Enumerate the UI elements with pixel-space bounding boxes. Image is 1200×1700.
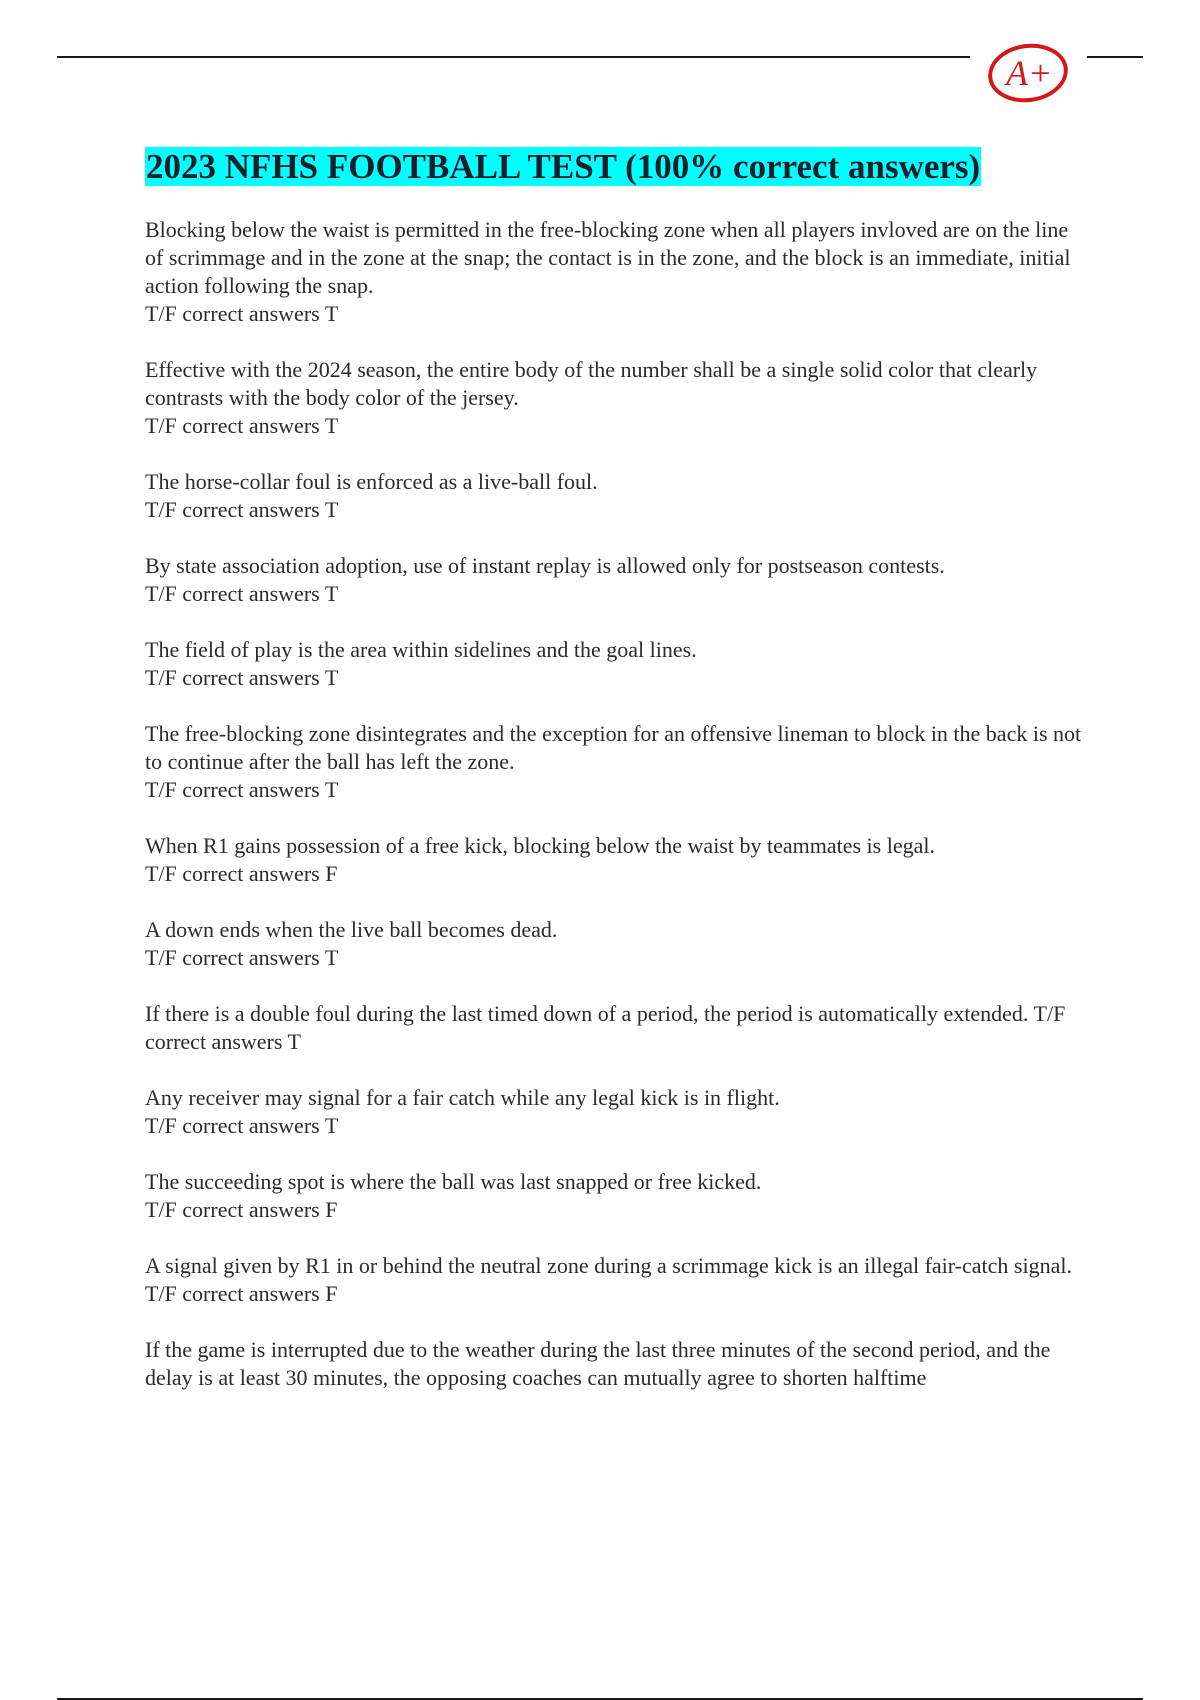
qa-item-11 <box>145 1168 1090 1252</box>
question-text: A down ends when the live ball becomes dead. <box>145 917 558 942</box>
question-text: The field of play is the area within sidelines and the goal lines. <box>145 637 697 662</box>
question-text: The horse-collar foul is enforced as a live-ball foul. <box>145 469 598 494</box>
qa-item-12 <box>145 1252 1090 1336</box>
answer-text: T/F correct answers T <box>145 581 339 606</box>
grade-stamp-logo <box>980 38 1076 108</box>
qa-item-1 <box>145 216 1090 356</box>
question-text: Any receiver may signal for a fair catch while any legal kick is in flight. <box>145 1085 780 1110</box>
answer-text: T/F correct answers F <box>145 1197 338 1222</box>
page-title: 2023 NFHS FOOTBALL TEST (100% correct answers) <box>146 147 981 186</box>
qa-item-6 <box>145 720 1090 832</box>
answer-text: T/F correct answers T <box>145 665 339 690</box>
qa-item-3 <box>145 468 1090 552</box>
question-text: The succeeding spot is where the ball was last snapped or free kicked. <box>145 1169 762 1194</box>
answer-text: T/F correct answers F <box>145 1281 338 1306</box>
answer-text: T/F correct answers T <box>145 1001 1066 1054</box>
answer-text: T/F correct answers T <box>145 777 339 802</box>
qa-item-8 <box>145 916 1090 1000</box>
question-text: The free-blocking zone disintegrates and the exception for an offensive lineman to block in the back is not to continue after the ball has left the zone. <box>145 721 1082 774</box>
question-text: Effective with the 2024 season, the entire body of the number shall be a single solid color that clearly contrasts with the body color of the jersey. <box>145 357 1038 410</box>
qa-item-13 <box>145 1336 1090 1392</box>
qa-list <box>145 216 1090 1392</box>
qa-item-7 <box>145 832 1090 916</box>
grade-stamp-text: A+ <box>1006 53 1053 93</box>
qa-item-4 <box>145 552 1090 636</box>
question-text: Blocking below the waist is permitted in the free-blocking zone when all players invloved are on the line of scrimmage and in the zone at the snap; the contact is in the zone, and the block is an immediate, initial action following the snap. <box>145 217 1071 298</box>
question-text: By state association adoption, use of instant replay is allowed only for postseason contests. <box>145 553 945 578</box>
answer-text: T/F correct answers T <box>145 413 339 438</box>
question-text: A signal given by R1 in or behind the neutral zone during a scrimmage kick is an illegal fair-catch signal. <box>145 1253 1072 1278</box>
question-text: If the game is interrupted due to the weather during the last three minutes of the second period, and the delay is at least 30 minutes, the opposing coaches can mutually agree to shorten halftime <box>145 1337 1051 1390</box>
question-text: If there is a double foul during the last timed down of a period, the period is automatically extended. <box>145 1001 1029 1026</box>
answer-text: T/F correct answers T <box>145 945 339 970</box>
answer-text: T/F correct answers F <box>145 861 338 886</box>
qa-item-2 <box>145 356 1090 468</box>
qa-item-10 <box>145 1084 1090 1168</box>
header-rule-left <box>57 56 970 58</box>
qa-item-5 <box>145 636 1090 720</box>
answer-text: T/F correct answers T <box>145 301 339 326</box>
answer-text: T/F correct answers T <box>145 1113 339 1138</box>
header-rule-right <box>1087 56 1143 58</box>
answer-text: T/F correct answers T <box>145 497 339 522</box>
question-text: When R1 gains possession of a free kick, blocking below the waist by teammates is legal. <box>145 833 935 858</box>
qa-item-9 <box>145 1000 1090 1084</box>
